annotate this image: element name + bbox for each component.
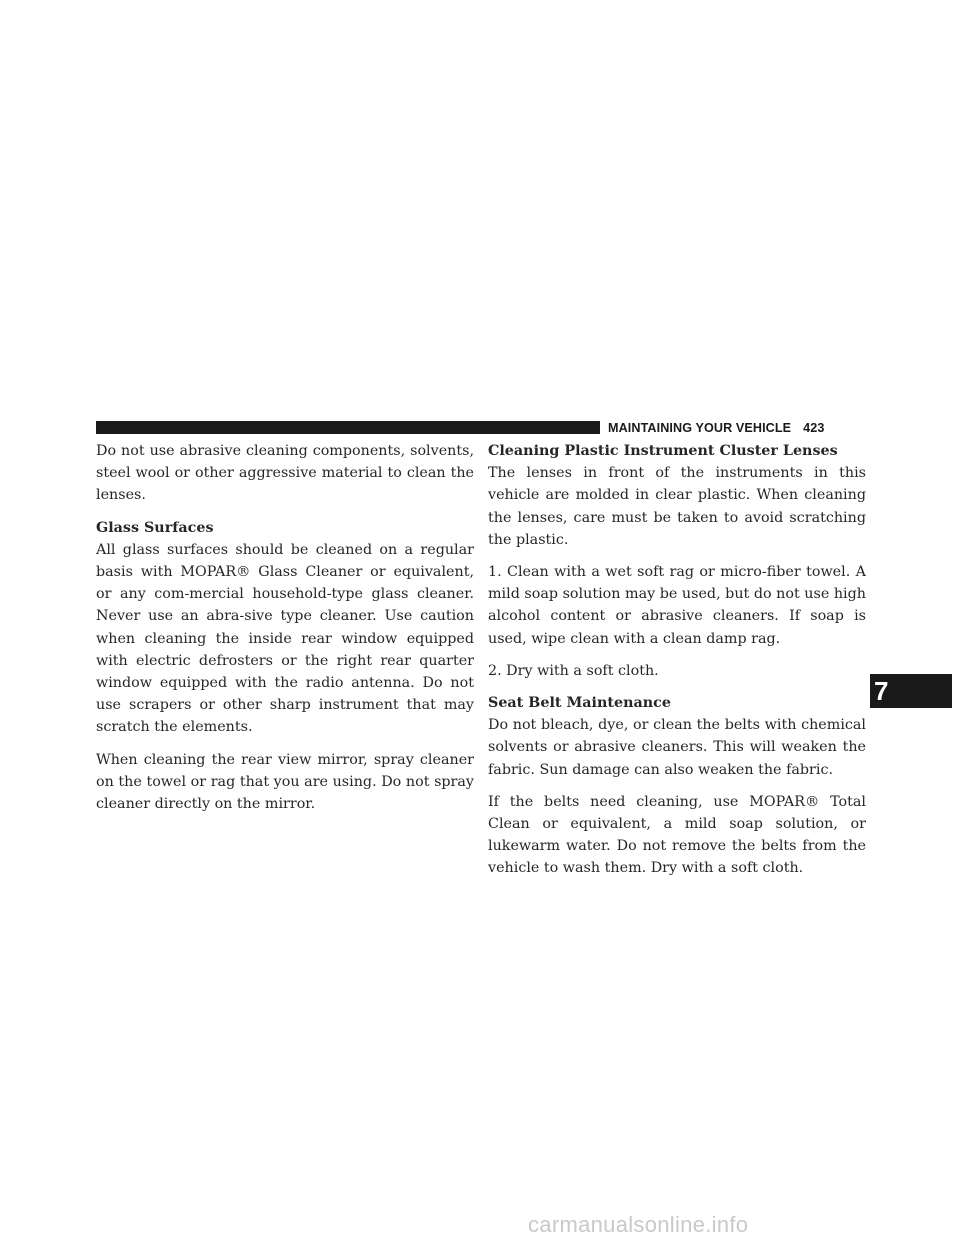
chapter-tab: 7 — [870, 674, 952, 708]
seat-belt-heading: Seat Belt Maintenance — [488, 695, 671, 712]
mirror-paragraph: When cleaning the rear view mirror, spray cleaner on the towel or rag that you are using. Do not spray cleaner directly on the mirror. — [96, 751, 474, 813]
right-column — [488, 440, 866, 890]
footer-watermark: carmanualsonline.info — [528, 1212, 749, 1237]
lens-warning-paragraph: Do not use abrasive cleaning components, solvents, steel wool or other aggressive material to clean the lenses. — [96, 443, 474, 504]
glass-surfaces-paragraph: All glass surfaces should be cleaned on a regular basis with MOPAR® Glass Cleaner or equivalent, or any com-mercial household-type glass cleaner. Never use an abra-sive type cleaner. Use caution when cleaning the inside rear window equipped with electric defrosters or the right rear quarter window equipped with the radio antenna. Do not use scrapers or other sharp instrument that may scratch the elements. — [96, 541, 474, 736]
page-number: 423 — [803, 421, 825, 435]
cleaning-step-2: 2. Dry with a soft cloth. — [488, 662, 659, 679]
left-column — [96, 440, 474, 825]
cleaning-step-1: 1. Clean with a wet soft rag or micro-fiber towel. A mild soap solution may be used, but do not use high alcohol content or abrasive cleaners. If soap is used, wipe clean with a clean damp rag. — [488, 564, 866, 647]
section-title: MAINTAINING YOUR VEHICLE — [608, 421, 792, 435]
seat-belt-paragraph-1: Do not bleach, dye, or clean the belts with chemical solvents or abrasive cleaners. This will weaken the fabric. Sun damage can also weaken the fabric. — [488, 717, 866, 778]
glass-surfaces-heading: Glass Surfaces — [96, 519, 214, 536]
cluster-lenses-paragraph: The lenses in front of the instruments in this vehicle are molded in clear plastic. When cleaning the lenses, care must be taken to avoid scratching the plastic. — [488, 465, 866, 548]
running-header — [608, 419, 824, 437]
seat-belt-paragraph-2: If the belts need cleaning, use MOPAR® Total Clean or equivalent, a mild soap solution, or lukewarm water. Do not remove the belts from the vehicle to wash them. Dry with a soft cloth. — [488, 793, 866, 877]
cluster-lenses-heading: Cleaning Plastic Instrument Cluster Lenses — [488, 443, 838, 459]
header-rule — [96, 421, 600, 434]
